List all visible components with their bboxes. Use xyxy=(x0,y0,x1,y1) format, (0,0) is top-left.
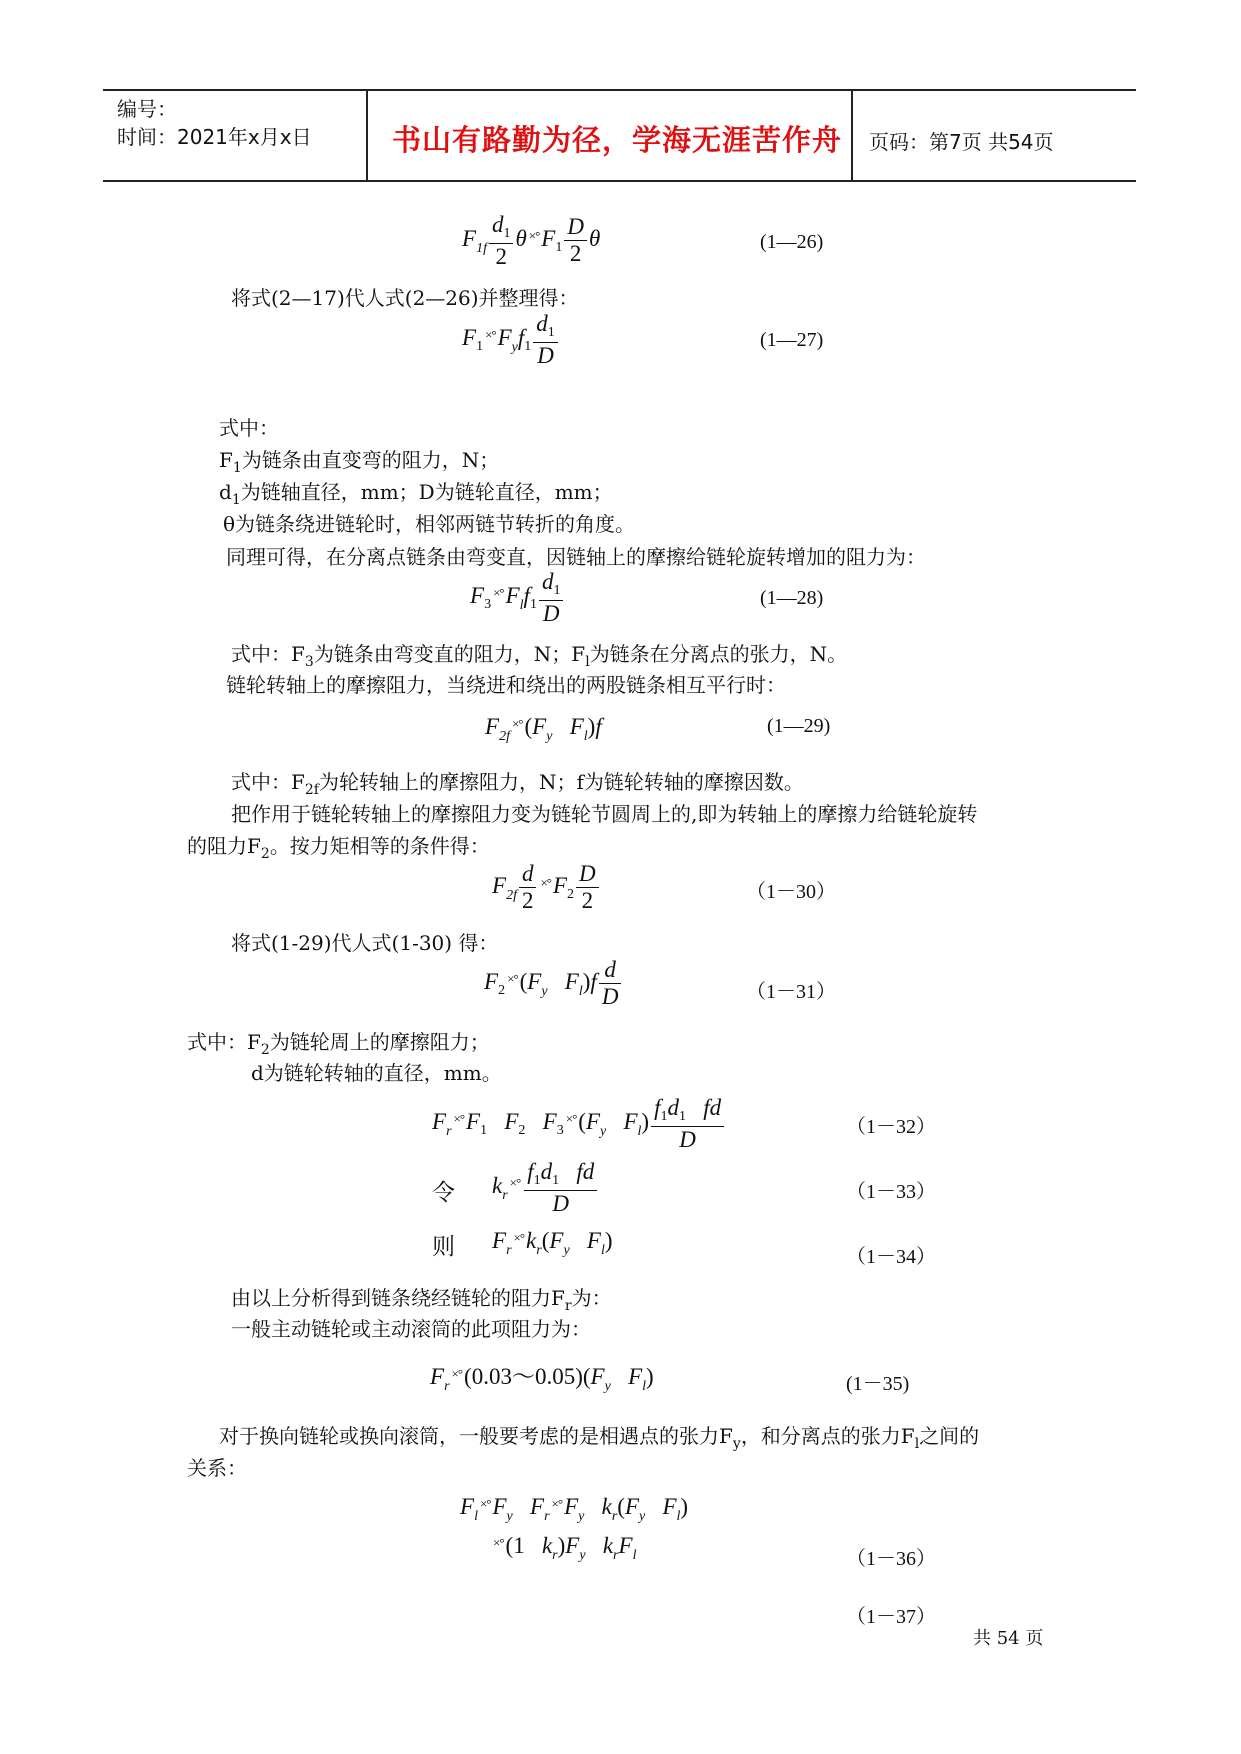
where-f3: 式中：$F_3$为链条由弯变直的阻力，N；$F_l$为链条在分离点的张力，N。 xyxy=(231,642,848,670)
paragraph-reverse-1: 对于换向链轮或换向滚筒，一般要考虑的是相遇点的张力$F_y$，和分离点的张力$F_l$之间的 xyxy=(219,1424,980,1452)
paragraph-similar: 同理可得，在分离点链条由弯变直，因链轴上的摩擦给链轮旋转增加的阻力为： xyxy=(226,545,926,569)
paragraph-reverse-2: 关系： xyxy=(187,1456,247,1480)
equation-number-1-29: (1—29) xyxy=(767,715,831,737)
equation-number-1-27: (1—27) xyxy=(760,329,824,351)
equation-1-34: $F_r^{\times^\circ}k_r(F_y$ $F_l$) xyxy=(492,1228,613,1258)
paragraph-substitution-1: 将式(2—17)代人式(2—26)并整理得： xyxy=(231,286,579,310)
serial-label: 编号： xyxy=(117,97,177,121)
equation-number-1-31: （1－31） xyxy=(746,981,836,1003)
equation-1-29: $F_{2f}^{\times^\circ}(F_y$ $F_l)f$ xyxy=(485,714,602,744)
equation-1-30: $F_{2f}$ $\frac{d}{2}$ $^{\times^\circ}F_2$ $\frac{D}{2}$ xyxy=(492,862,601,913)
equation-number-1-30: （1－30） xyxy=(746,881,836,903)
page-label: 页码：第7页 共54页 xyxy=(869,130,1054,154)
header-bottom-rule xyxy=(103,180,1136,182)
equation-1-36-line-1: $F_l^{\times^\circ}F_y$ $F_r^{\times^\circ}F_y$ $k_r(F_y$ $F_l$) xyxy=(460,1494,689,1524)
equation-number-1-32: （1－32） xyxy=(846,1116,936,1138)
equation-1-28: $F_3^{\times^\circ}F_lf_1$ $\frac{d_1}{D}$ xyxy=(470,570,565,626)
equation-number-1-35: (1－35) xyxy=(846,1373,910,1395)
header-divider-right xyxy=(851,89,853,181)
label-ze: 则 xyxy=(432,1234,455,1260)
equation-number-1-36: （1－36） xyxy=(846,1548,936,1570)
equation-number-1-26: (1—26) xyxy=(760,231,824,253)
equation-1-32: $F_r^{\times^\circ}F_1$ $F_2$ $F_3^{\times^\circ}(F_y$ $F_l$) $\frac{f_1d_1 fd}{D}$ xyxy=(432,1096,726,1152)
definition-d: d为链轮转轴的直径，mm。 xyxy=(251,1061,502,1085)
paragraph-general: 一般主动链轮或主动滚筒的此项阻力为： xyxy=(231,1317,591,1341)
paragraph-convert-1: 把作用于链轮转轴上的摩擦阻力变为链轮节圆周上的,即为转轴上的摩擦力给链轮旋转 xyxy=(231,802,978,826)
equation-1-26: $F_{1f}$ $\frac{d_1}{2}$ θ $^{\times^\circ}F_1$ $\frac{D}{2}$ θ xyxy=(462,212,601,269)
header-top-rule xyxy=(103,89,1136,91)
paragraph-result: 由以上分析得到链条绕经链轮的阻力$F_r$为： xyxy=(231,1286,612,1314)
definition-d1: $d_1$为链轴直径，mm；D为链轮直径，mm； xyxy=(219,480,613,508)
where-label-1: 式中： xyxy=(219,416,279,440)
equation-number-1-34: （1－34） xyxy=(846,1246,936,1268)
paragraph-substitution-2: 将式(1-29)代人式(1-30) 得： xyxy=(231,931,499,955)
equation-number-1-37: （1－37） xyxy=(846,1606,936,1628)
header-motto: 书山有路勤为径，学海无涯苦作舟 xyxy=(392,123,843,157)
equation-1-27: $F_1^{\times^\circ}F_yf_1$ $\frac{d_1}{D}$ xyxy=(462,312,560,368)
time-label: 时间：2021年x月x日 xyxy=(117,125,312,149)
footer-total-pages: 共 54 页 xyxy=(973,1628,1044,1649)
equation-number-1-28: (1—28) xyxy=(760,587,824,609)
where-f2f: 式中：$F_{2f}$为轮转轴上的摩擦阻力，N；f为链轮转轴的摩擦因数。 xyxy=(231,770,804,798)
equation-1-36-line-2: ×°(1 $k_r)F_y$ $k_rF_l$ xyxy=(493,1533,637,1563)
paragraph-sprocket: 链轮转轴上的摩擦阻力，当绕进和绕出的两股链条相互平行时： xyxy=(226,673,786,697)
label-ling: 令 xyxy=(432,1180,455,1206)
equation-number-1-33: （1－33） xyxy=(846,1181,936,1203)
equation-1-35: $F_r^{\times^\circ}(0.03\sim 0.05)(F_y$ $F_l$) xyxy=(430,1364,654,1394)
equation-1-33: $k_r^{\times^\circ}$ $\frac{f_1d_1 fd}{D}$ xyxy=(492,1160,599,1216)
where-f2: 式中：$F_2$为链轮周上的摩擦阻力； xyxy=(187,1030,490,1058)
definition-f1: $F_1$为链条由直变弯的阻力，N； xyxy=(219,448,500,476)
definition-theta: θ为链条绕进链轮时，相邻两链节转折的角度。 xyxy=(223,512,636,536)
paragraph-convert-2: 的阻力$F_2$。按力矩相等的条件得： xyxy=(187,834,490,862)
equation-1-31: $F_2^{\times^\circ}(F_y$ $F_l)f$ $\frac{d}{D}$ xyxy=(484,958,623,1009)
header-divider-left xyxy=(366,89,368,181)
